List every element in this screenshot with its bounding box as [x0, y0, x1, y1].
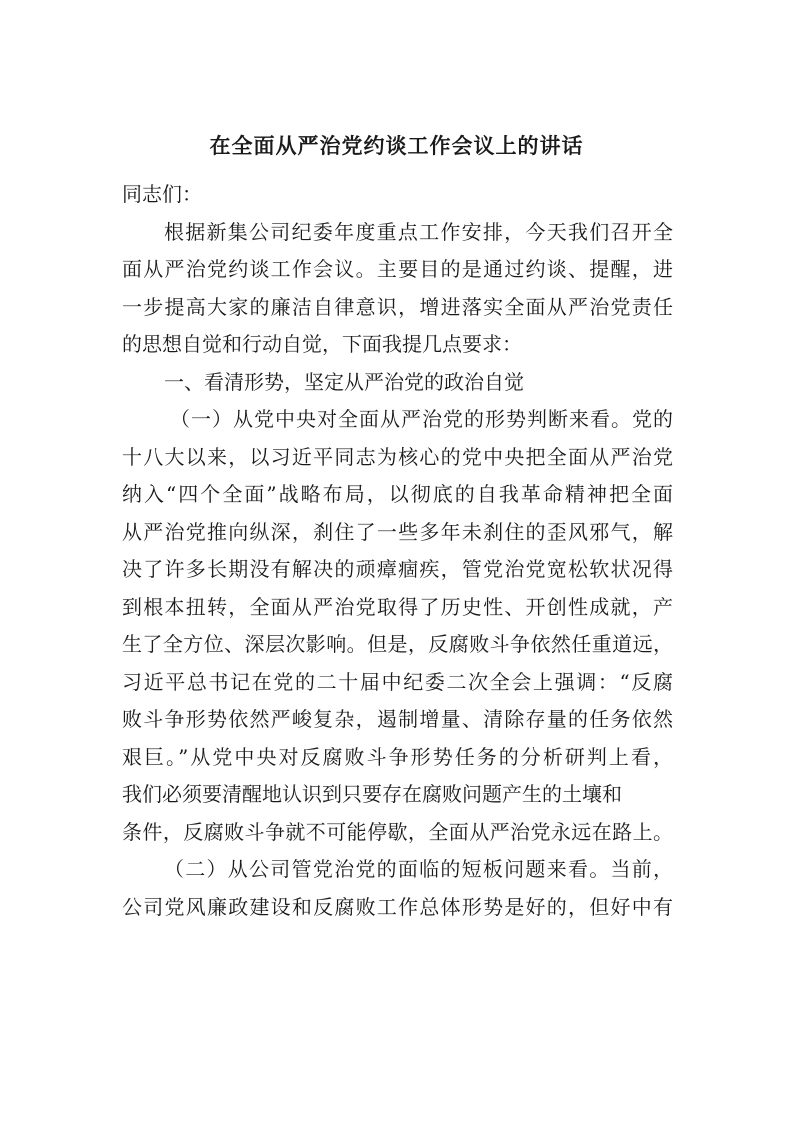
paragraph-line: 一步提高大家的廉洁自律意识，增进落实全面从严治党责任: [122, 294, 673, 319]
paragraph-line: 面从严治党约谈工作会议。主要目的是通过约谈、提醒，进: [122, 257, 673, 281]
paragraph-line: 的思想自觉和行动自觉，下面我提几点要求：: [122, 332, 522, 356]
paragraph-line: 败斗争形势依然严峻复杂，遏制增量、清除存量的任务依然: [122, 707, 673, 731]
section-heading: 一、看清形势，坚定从严治党的政治自觉: [164, 369, 524, 394]
paragraph-line: 公司党风廉政建设和反腐败工作总体形势是好的，但好中有: [122, 894, 673, 919]
paragraph-line: 习近平总书记在党的二十届中纪委二次全会上强调：“反腐: [122, 669, 673, 694]
paragraph-line: 到根本扭转，全面从严治党取得了历史性、开创性成就，产: [122, 594, 673, 619]
paragraph-line: 根据新集公司纪委年度重点工作安排，今天我们召开全: [164, 219, 673, 244]
document-title: 在全面从严治党约谈工作会议上的讲话: [209, 133, 584, 158]
paragraph-line: 生了全方位、深层次影响。但是，反腐败斗争依然任重道远，: [122, 632, 673, 656]
paragraph-line: 从严治党推向纵深，刹住了一些多年未刹住的歪风邪气，解: [122, 519, 673, 544]
salutation: 同志们：: [122, 182, 202, 206]
paragraph-line: （二）从公司管党治党的面临的短板问题来看。当前，: [164, 857, 673, 881]
document-body: [122, 176, 673, 926]
paragraph-line: 艰巨。”从党中央对反腐败斗争形势任务的分析研判上看，: [122, 744, 673, 769]
paragraph-line: （一）从党中央对全面从严治党的形势判断来看。党的: [170, 407, 673, 431]
paragraph-line: 我们必须要清醒地认识到只要存在腐败问题产生的土壤和: [122, 782, 622, 806]
paragraph-line: 决了许多长期没有解决的顽瘴痼疾，管党治党宽松软状况得: [122, 557, 673, 581]
paragraph-line: 十八大以来，以习近平同志为核心的党中央把全面从严治党: [122, 444, 673, 469]
paragraph-line: 条件，反腐败斗争就不可能停歇，全面从严治党永远在路上。: [122, 819, 673, 844]
paragraph-line: 纳入“四个全面”战略布局，以彻底的自我革命精神把全面: [122, 482, 673, 506]
